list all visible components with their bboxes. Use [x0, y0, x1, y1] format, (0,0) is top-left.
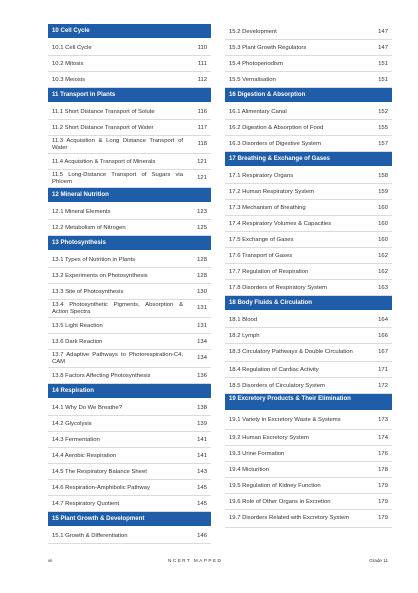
toc-entry-page: 172 [378, 382, 388, 389]
toc-entry[interactable] [225, 120, 392, 136]
toc-entry[interactable] [48, 72, 211, 88]
toc-entry-title: 19.1 Variety in Excretory Waste & Systems [229, 417, 341, 423]
toc-entry[interactable] [225, 200, 392, 216]
toc-entry-title: 19.7 Disorders Related with Excretory System [229, 515, 350, 521]
toc-entry[interactable] [48, 400, 211, 416]
toc-entry-page: 128 [197, 256, 207, 263]
toc-entry-title: 18.3 Circulatory Pathways & Double Circulation [229, 349, 353, 355]
toc-entry[interactable] [225, 248, 392, 264]
toc-entry[interactable] [48, 136, 211, 154]
toc-entry-title: 19.6 Role of Other Organs in Excretion [229, 498, 331, 505]
toc-entry-page: 160 [378, 220, 388, 227]
toc-entry[interactable] [225, 40, 392, 56]
toc-entry-page: 111 [198, 60, 207, 67]
toc-entry-page: 141 [197, 436, 207, 443]
chapter-header: 10 Cell Cycle [48, 24, 211, 38]
toc-entry-page: 166 [378, 332, 388, 339]
toc-entry-page: 151 [378, 60, 388, 67]
toc-entry-page: 136 [197, 372, 207, 379]
toc-entry-title: 13.1 Types of Nutrition in Plants [52, 256, 136, 263]
toc-entry-page: 176 [378, 450, 388, 457]
toc-entry-title: 18.5 Disorders of Circulatory System [229, 382, 325, 389]
toc-entry[interactable] [225, 280, 392, 296]
toc-entry-title: 14.4 Aerobic Respiration [52, 452, 117, 459]
toc-entry[interactable] [225, 478, 392, 494]
toc-entry-page: 160 [378, 204, 388, 211]
toc-entry-title: 17.1 Respiratory Organs [229, 172, 294, 179]
chapter-header: 15 Plant Growth & Development [48, 512, 211, 526]
toc-entry-page: 179 [378, 482, 388, 489]
toc-entry-page: 155 [378, 124, 388, 131]
toc-entry[interactable] [48, 464, 211, 480]
toc-entry-page: 158 [378, 172, 388, 179]
toc-entry-title: 15.4 Photoperiodism [229, 60, 284, 67]
toc-entry[interactable] [48, 416, 211, 432]
toc-entry[interactable] [225, 56, 392, 72]
toc-entry-title: 17.8 Disorders of Respiratory System [229, 284, 327, 291]
page-number: vii [48, 558, 53, 563]
toc-entry-title: 19.3 Urine Formation [229, 450, 285, 457]
toc-entry[interactable] [48, 170, 211, 188]
toc-entry-page: 162 [378, 252, 388, 259]
toc-entry[interactable] [225, 136, 392, 152]
toc-entry[interactable] [48, 496, 211, 512]
toc-entry[interactable] [225, 264, 392, 280]
toc-entry[interactable] [225, 328, 392, 344]
toc-entry-page: 151 [378, 76, 388, 83]
footer-label: NCERT MAPPED [168, 558, 223, 563]
toc-column-right [225, 24, 392, 528]
chapter-header: 12 Mineral Nutrition [48, 188, 211, 202]
toc-entry-page: 112 [197, 76, 207, 83]
toc-entry[interactable] [48, 220, 211, 236]
chapter-header: 18 Body Fluids & Circulation [225, 296, 392, 310]
toc-entry-title: 17.7 Regulation of Respiration [229, 268, 309, 275]
toc-entry-title: 13.6 Dark Reaction [52, 338, 103, 345]
toc-entry-page: 157 [378, 140, 388, 147]
toc-entry-title: 14.7 Respiratory Quotient [52, 500, 120, 507]
toc-entry-page: 179 [378, 498, 388, 505]
toc-entry-page: 147 [378, 28, 388, 35]
chapter-header: 11 Transport in Plants [48, 88, 211, 102]
toc-entry-page: 174 [378, 434, 388, 441]
chapter-header: 13 Photosynthesis [48, 236, 211, 250]
chapter-header: 19 Excretory Products & Their Elimination [225, 394, 392, 410]
toc-entry-title: 15.3 Plant Growth Regulators [229, 44, 307, 51]
toc-entry-page: 147 [378, 44, 388, 51]
toc-entry-title: 19.2 Human Excretory System [229, 434, 309, 441]
toc-entry[interactable] [48, 120, 211, 136]
toc-entry-title: 13.3 Site of Photosynthesis [52, 288, 124, 295]
toc-entry-title: 14.1 Why Do We Breathe? [52, 404, 122, 411]
toc-entry-title: 13.7 Adaptive Pathways to Photorespiration-C4, CAM [52, 351, 183, 365]
toc-entry-title: 11.4 Acquisition & Transport of Minerals [52, 158, 156, 165]
toc-entry-page: 118 [197, 141, 207, 147]
toc-entry-page: 131 [197, 305, 207, 311]
toc-entry[interactable] [225, 462, 392, 478]
toc-entry-page: 179 [378, 515, 388, 521]
toc-entry-title: 12.2 Metabolism of Nitrogen [52, 224, 126, 231]
toc-entry-title: 15.1 Growth & Differentiation [52, 532, 128, 539]
toc-entry[interactable] [48, 252, 211, 268]
chapter-header: 17 Breathing & Exchange of Gases [225, 152, 392, 166]
toc-entry-page: 162 [378, 268, 388, 275]
toc-entry-title: 13.5 Light Reaction [52, 322, 103, 329]
toc-entry-title: 19.4 Micturition [229, 466, 269, 473]
toc-entry[interactable] [48, 284, 211, 300]
toc-entry[interactable] [225, 168, 392, 184]
toc-entry[interactable] [48, 40, 211, 56]
toc-entry[interactable] [225, 362, 392, 378]
toc-entry-title: 16.3 Disorders of Digestive System [229, 140, 321, 147]
toc-entry-title: 14.5 The Respiratory Balance Sheet [52, 468, 147, 475]
toc-entry-page: 173 [378, 417, 388, 423]
toc-entry[interactable] [48, 448, 211, 464]
toc-entry-page: 125 [197, 224, 207, 231]
toc-entry-page: 178 [378, 466, 388, 473]
toc-entry-title: 12.1 Mineral Elements [52, 208, 111, 215]
toc-entry[interactable] [48, 56, 211, 72]
toc-entry-page: 139 [197, 420, 207, 427]
toc-entry-title: 13.8 Factors Affecting Photosynthesis [52, 372, 151, 379]
toc-column-left [48, 24, 215, 544]
toc-entry[interactable] [225, 184, 392, 200]
chapter-header: 14 Respiration [48, 384, 211, 398]
toc-entry-page: 146 [197, 532, 207, 539]
toc-entry-title: 19.5 Regulation of Kidney Function [229, 482, 321, 489]
toc-entry[interactable] [48, 350, 211, 368]
toc-entry-title: 17.6 Transport of Gases [229, 252, 293, 259]
toc-entry-title: 17.5 Exchange of Gases [229, 236, 294, 243]
toc-entry-title: 15.5 Vernalisation [229, 76, 276, 83]
toc-entry-page: 145 [197, 500, 207, 507]
toc-entry[interactable] [48, 432, 211, 448]
toc-entry[interactable] [48, 300, 211, 318]
toc-entry-title: 16.1 Alimentary Canal [229, 108, 287, 115]
toc-entry-page: 152 [378, 108, 388, 115]
toc-entry[interactable] [225, 430, 392, 446]
grade-label: Grade 11 [369, 558, 388, 563]
toc-entry[interactable] [48, 334, 211, 350]
toc-entry-title: 18.4 Regulation of Cardiac Activity [229, 366, 319, 373]
toc-entry-title: 11.2 Short Distance Transport of Water [52, 124, 154, 131]
toc-entry[interactable] [225, 412, 392, 430]
toc-entry-page: 121 [197, 175, 207, 181]
toc-entry-title: 13.4 Photosynthetic Pigments, Absorption & Action Spectra [52, 301, 183, 315]
toc-entry-page: 116 [197, 108, 207, 115]
toc-entry[interactable] [48, 154, 211, 170]
toc-entry[interactable] [48, 104, 211, 120]
toc-entry-page: 123 [197, 208, 207, 215]
toc-entry-page: 159 [378, 188, 388, 195]
toc-entry-title: 16.2 Digestion & Absorption of Food [229, 124, 324, 131]
toc-entry-title: 14.6 Respiration-Amphibolic Pathway [52, 484, 150, 491]
toc-entry-page: 167 [378, 349, 388, 355]
toc-entry[interactable] [48, 480, 211, 496]
toc-entry-title: 11.3 Acquisition & Long Distance Transport of Water [52, 137, 183, 151]
toc-entry-page: 171 [378, 366, 388, 373]
toc-entry-page: 117 [197, 124, 207, 131]
toc-entry[interactable] [48, 528, 211, 544]
toc-entry-page: 121 [197, 158, 207, 165]
toc-entry-page: 134 [197, 355, 207, 361]
toc-entry-page: 128 [197, 272, 207, 279]
toc-entry-page: 160 [378, 236, 388, 243]
toc-entry[interactable] [225, 510, 392, 528]
toc-entry-title: 13.2 Experiments on Photosynthesis [52, 272, 148, 279]
toc-entry-title: 10.3 Meiosis [52, 76, 86, 83]
toc-entry-title: 15.2 Development [229, 28, 277, 35]
toc-entry[interactable] [48, 268, 211, 284]
toc-entry[interactable] [225, 378, 392, 394]
toc-entry-page: 138 [197, 404, 207, 411]
toc-entry[interactable] [225, 344, 392, 362]
toc-entry-title: 17.2 Human Respiratory System [229, 188, 315, 195]
chapter-header: 16 Digestion & Absorption [225, 88, 392, 102]
toc-entry-page: 134 [197, 338, 207, 345]
toc-entry[interactable] [225, 216, 392, 232]
toc-entry-title: 17.3 Mechanism of Breathing [229, 204, 306, 211]
toc-entry-page: 141 [197, 452, 207, 459]
toc-entry[interactable] [48, 368, 211, 384]
toc-entry-title: 11.5 Long-Distance Transport of Sugars via Phloem [52, 171, 183, 185]
toc-entry-title: 17.4 Respiratory Volumes & Capacities [229, 220, 332, 227]
toc-entry[interactable] [48, 204, 211, 220]
toc-entry-page: 143 [197, 468, 207, 475]
toc-entry[interactable] [225, 494, 392, 510]
toc-entry-page: 163 [378, 284, 388, 291]
toc-entry-title: 14.3 Fermentation [52, 436, 100, 443]
toc-entry[interactable] [225, 24, 392, 40]
toc-entry[interactable] [225, 72, 392, 88]
toc-entry[interactable] [48, 318, 211, 334]
toc-entry-page: 131 [197, 322, 207, 329]
toc-entry[interactable] [225, 446, 392, 462]
toc-entry[interactable] [225, 232, 392, 248]
toc-entry-title: 18.1 Blood [229, 316, 258, 323]
toc-entry-title: 11.1 Short Distance Transport of Solute [52, 108, 155, 115]
toc-entry-title: 10.2 Mitosis [52, 60, 84, 67]
toc-entry-page: 110 [197, 44, 207, 51]
toc-entry-page: 164 [378, 316, 388, 323]
toc-entry-title: 14.2 Glycolysis [52, 420, 92, 427]
toc-entry-title: 18.2 Lymph [229, 332, 260, 339]
toc-entry[interactable] [225, 312, 392, 328]
toc-entry[interactable] [225, 104, 392, 120]
toc-entry-page: 145 [197, 484, 207, 491]
toc-entry-page: 130 [197, 288, 207, 295]
toc-entry-title: 10.1 Cell Cycle [52, 44, 92, 51]
